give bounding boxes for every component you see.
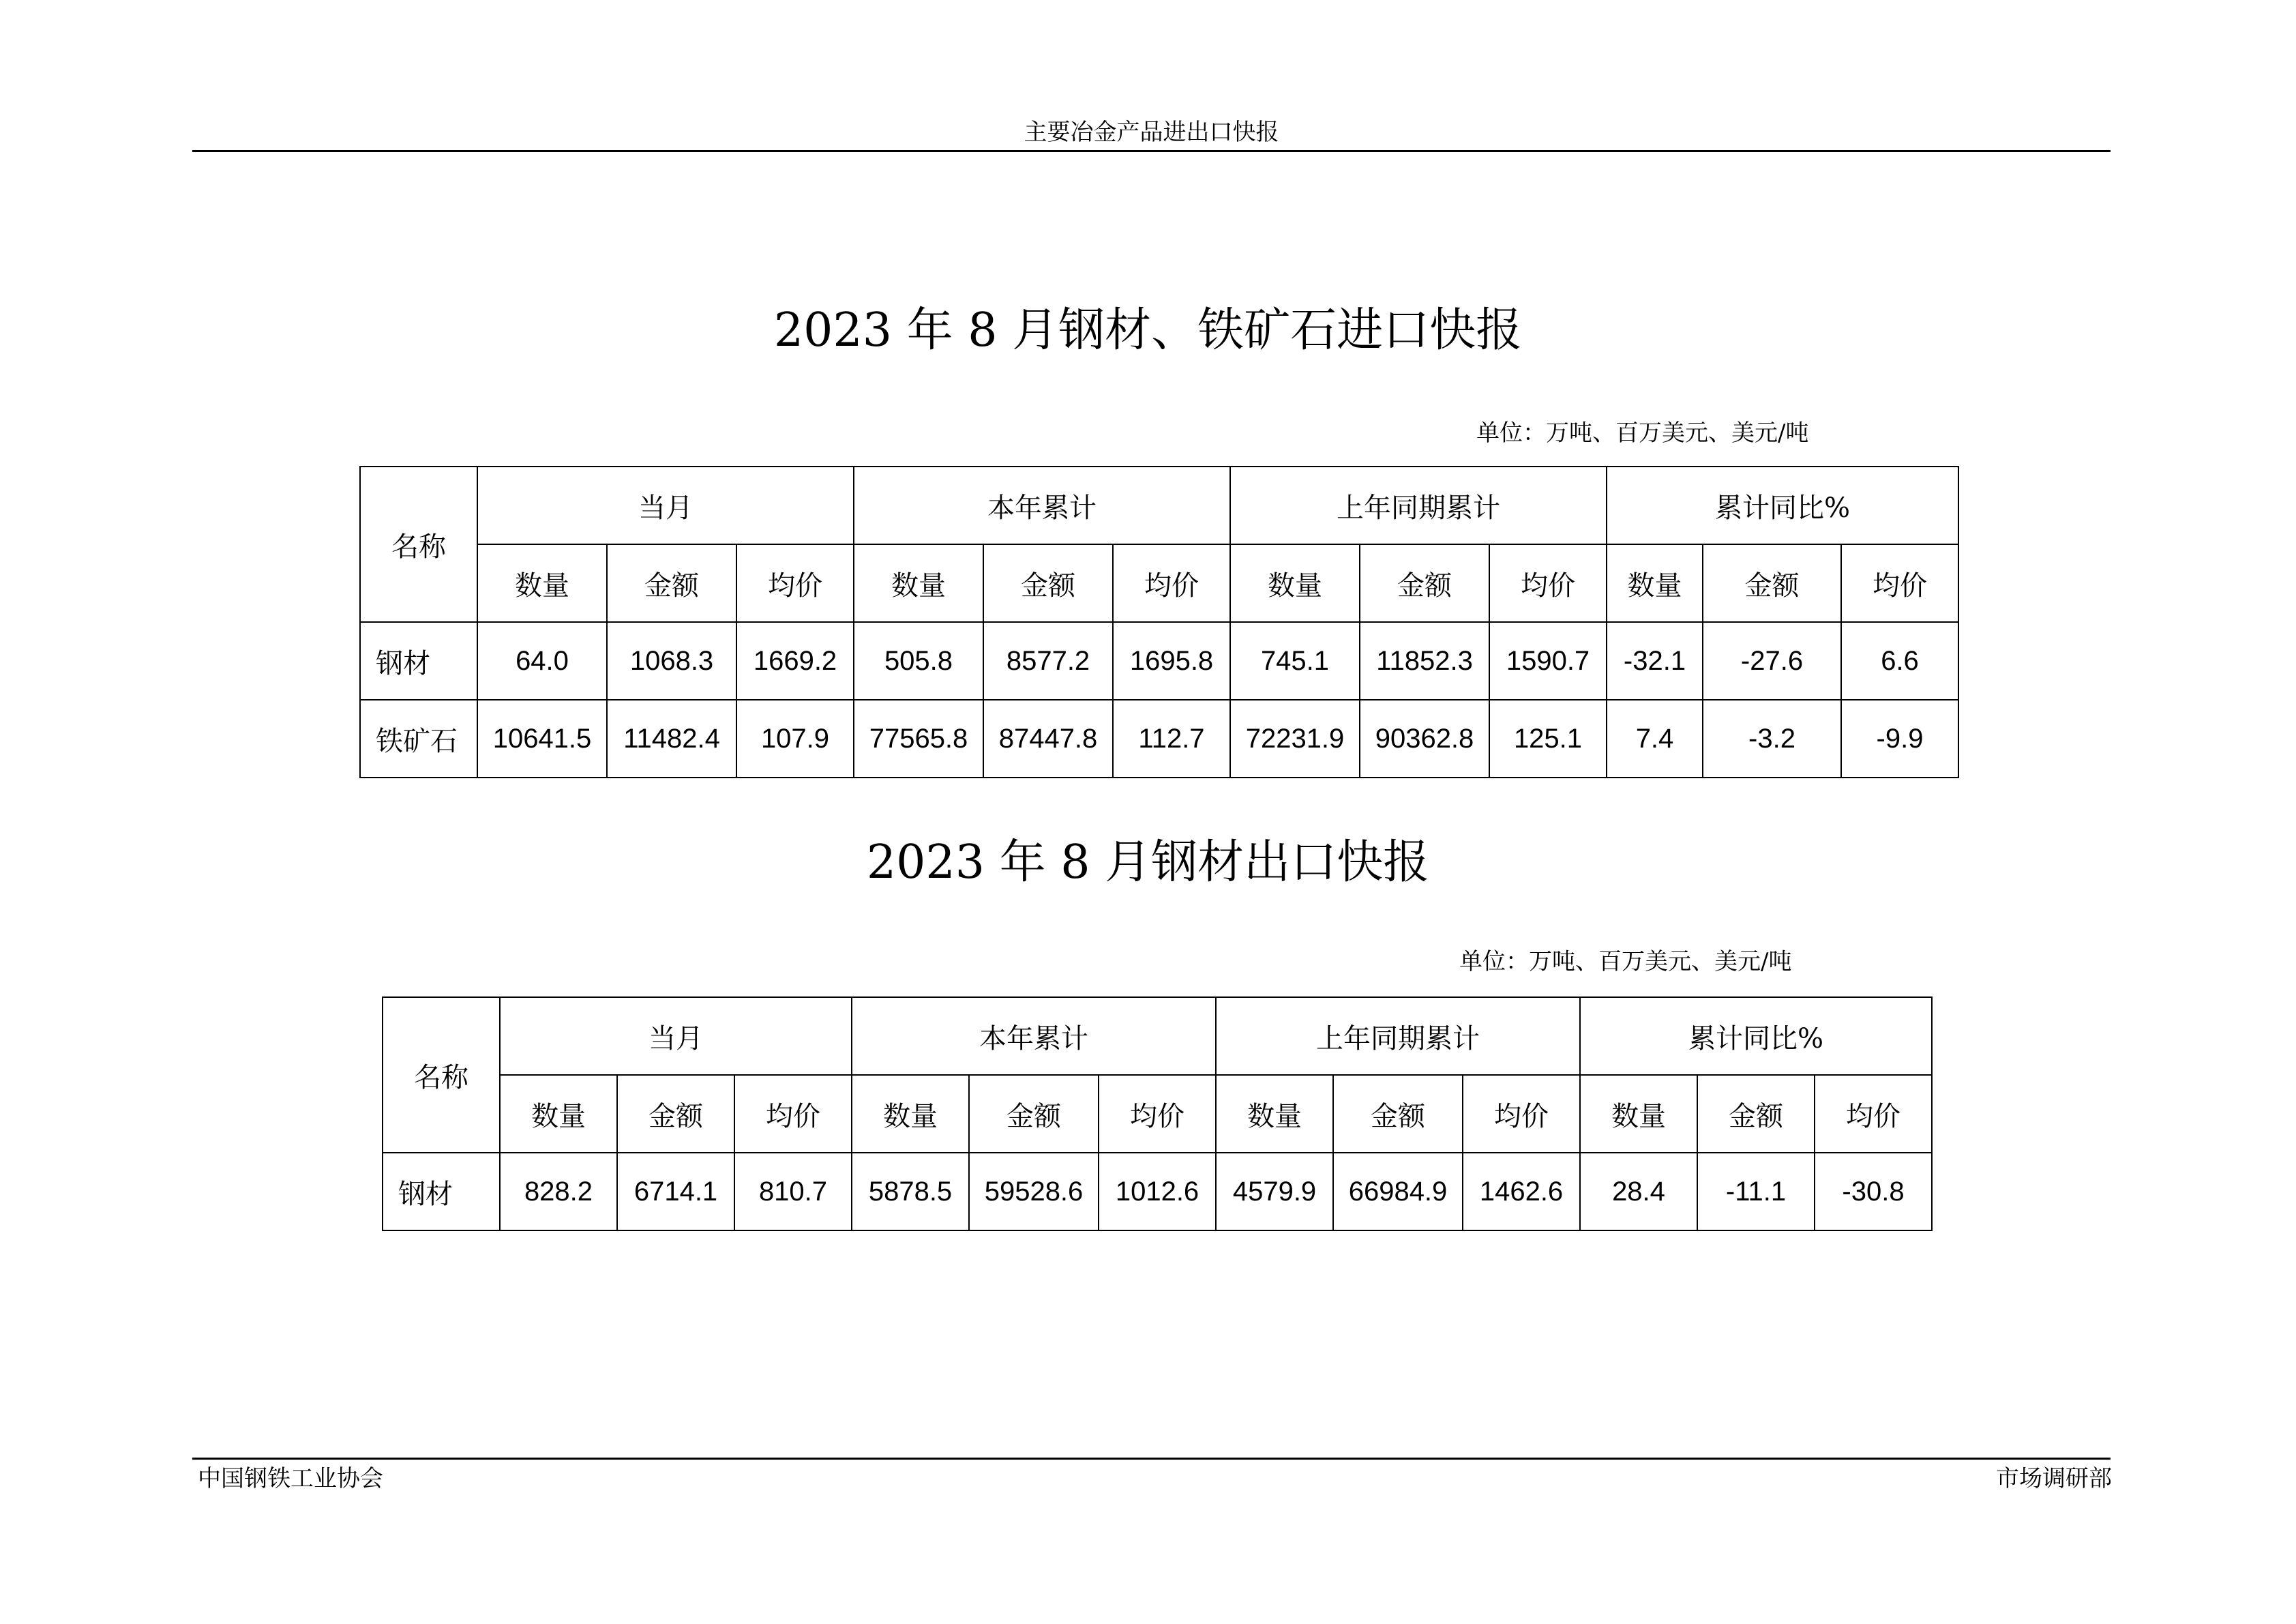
imports-table: [359, 466, 1959, 778]
table-cell: -11.1: [1697, 1153, 1815, 1230]
table-cell: 59528.6: [969, 1153, 1099, 1230]
table-cell: 72231.9: [1230, 700, 1360, 778]
table-cell: 6714.1: [617, 1153, 734, 1230]
table-cell: 745.1: [1230, 622, 1360, 700]
table-cell: 1695.8: [1113, 622, 1230, 700]
imports-row-iron-ore: [360, 700, 1958, 778]
table-cell: 87447.8: [983, 700, 1113, 778]
imports-subheader-quantity: 数量: [1230, 544, 1360, 622]
exports-subheader-quantity: 数量: [852, 1075, 969, 1153]
exports-subheader-quantity: 数量: [1580, 1075, 1697, 1153]
imports-sub-header-row: [360, 544, 1958, 622]
imports-subheader-amount: 金额: [983, 544, 1113, 622]
imports-subheader-quantity: 数量: [477, 544, 607, 622]
table-cell: 1590.7: [1489, 622, 1607, 700]
footer-rule: [192, 1458, 2111, 1460]
table-cell: 7.4: [1607, 700, 1703, 778]
exports-subheader-avg-price: 均价: [1815, 1075, 1932, 1153]
exports-group-current-month: 当月: [500, 997, 852, 1075]
table-cell: 810.7: [734, 1153, 852, 1230]
exports-group-prior-ytd: 上年同期累计: [1216, 997, 1580, 1075]
page-header-title: 主要冶金产品进出口快报: [1024, 119, 1279, 146]
exports-subheader-avg-price: 均价: [1099, 1075, 1216, 1153]
table-cell: 112.7: [1113, 700, 1230, 778]
table-cell: 10641.5: [477, 700, 607, 778]
exports-subheader-avg-price: 均价: [1463, 1075, 1580, 1153]
imports-group-yoy: 累计同比%: [1607, 467, 1958, 544]
exports-subheader-amount: 金额: [1333, 1075, 1463, 1153]
table-cell: -27.6: [1703, 622, 1841, 700]
table-cell: -3.2: [1703, 700, 1841, 778]
imports-subheader-avg-price: 均价: [1841, 544, 1958, 622]
imports-subheader-quantity: 数量: [1607, 544, 1703, 622]
imports-title: 2023 年 8 月钢材、铁矿石进口快报: [773, 304, 1523, 357]
imports-row-steel: [360, 622, 1958, 700]
imports-subheader-amount: 金额: [1703, 544, 1841, 622]
table-cell: 77565.8: [854, 700, 983, 778]
table-cell: 64.0: [477, 622, 607, 700]
exports-subheader-amount: 金额: [969, 1075, 1099, 1153]
table-cell: 1068.3: [607, 622, 736, 700]
table-cell: -30.8: [1815, 1153, 1932, 1230]
imports-group-header-row: [360, 467, 1958, 544]
table-cell: -32.1: [1607, 622, 1703, 700]
imports-subheader-amount: 金额: [1360, 544, 1489, 622]
footer-department: 市场调研部: [1996, 1465, 2112, 1492]
table-cell: 505.8: [854, 622, 983, 700]
imports-row-name: 钢材: [360, 622, 477, 700]
imports-row-name: 铁矿石: [360, 700, 477, 778]
imports-subheader-avg-price: 均价: [1113, 544, 1230, 622]
table-cell: 5878.5: [852, 1153, 969, 1230]
table-cell: 1669.2: [736, 622, 854, 700]
table-cell: 11482.4: [607, 700, 736, 778]
exports-name-header: 名称: [383, 997, 500, 1153]
imports-name-header: 名称: [360, 467, 477, 622]
exports-group-header-row: [383, 997, 1932, 1075]
imports-subheader-amount: 金额: [607, 544, 736, 622]
imports-group-ytd: 本年累计: [854, 467, 1230, 544]
exports-title: 2023 年 8 月钢材出口快报: [866, 836, 1430, 889]
header-rule: [192, 150, 2111, 152]
imports-subheader-avg-price: 均价: [1489, 544, 1607, 622]
table-cell: 125.1: [1489, 700, 1607, 778]
table-cell: 28.4: [1580, 1153, 1697, 1230]
imports-unit-note: 单位：万吨、百万美元、美元/吨: [1476, 419, 1809, 447]
exports-row-name: 钢材: [383, 1153, 500, 1230]
table-cell: 6.6: [1841, 622, 1958, 700]
footer-organization: 中国钢铁工业协会: [198, 1465, 383, 1492]
exports-table: [382, 996, 1933, 1231]
exports-group-ytd: 本年累计: [852, 997, 1216, 1075]
table-cell: 1012.6: [1099, 1153, 1216, 1230]
imports-subheader-quantity: 数量: [854, 544, 983, 622]
exports-subheader-amount: 金额: [1697, 1075, 1815, 1153]
exports-unit-note: 单位：万吨、百万美元、美元/吨: [1459, 948, 1792, 975]
exports-group-yoy: 累计同比%: [1580, 997, 1932, 1075]
table-cell: 828.2: [500, 1153, 617, 1230]
table-cell: 90362.8: [1360, 700, 1489, 778]
table-cell: 1462.6: [1463, 1153, 1580, 1230]
table-cell: 11852.3: [1360, 622, 1489, 700]
table-cell: 107.9: [736, 700, 854, 778]
exports-subheader-avg-price: 均价: [734, 1075, 852, 1153]
exports-sub-header-row: [383, 1075, 1932, 1153]
exports-subheader-quantity: 数量: [1216, 1075, 1333, 1153]
table-cell: -9.9: [1841, 700, 1958, 778]
imports-group-prior-ytd: 上年同期累计: [1230, 467, 1607, 544]
exports-row-steel: [383, 1153, 1932, 1230]
exports-subheader-amount: 金额: [617, 1075, 734, 1153]
table-cell: 8577.2: [983, 622, 1113, 700]
exports-subheader-quantity: 数量: [500, 1075, 617, 1153]
table-cell: 4579.9: [1216, 1153, 1333, 1230]
imports-subheader-avg-price: 均价: [736, 544, 854, 622]
table-cell: 66984.9: [1333, 1153, 1463, 1230]
imports-group-current-month: 当月: [477, 467, 854, 544]
